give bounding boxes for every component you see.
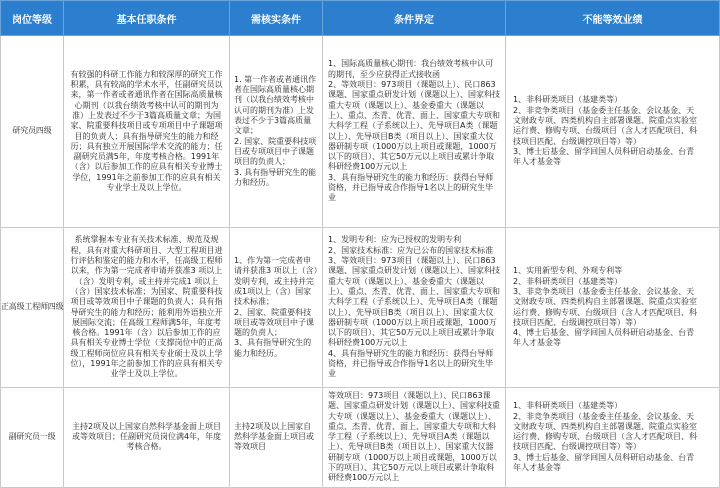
list-item: 2. 国家、院重要科技项目或专项项目中子课题项目的负责人； bbox=[234, 136, 317, 167]
cell-basic-requirements: 主持2项及以上国家自然科学基金面上项目或等效项目；任副研究员岗位满4年，年度考核合格。 bbox=[64, 388, 230, 488]
list-item: 3、具有指导研究生的能力和经历：获得台导师资格，并已指导或合作指导1名以上的研究生毕业 bbox=[328, 172, 494, 203]
cell-basic-requirements: 系统掌握本专业有关技术标准、规范及规程，具有对重大科研项目、大型工程项目进行评估和鉴定的能力和水平，任高级工程师以来，作为第一完成者申请并获准3 项以上（含）发明专利，或主持并完成1 项以上（含）国家技术标准；为国家、院重要科技项目或等效项目中子课题的负责人；具有指导研究生的能力和经历；能利用外语独立开展国际交流；任高级工程师满5年，年度考核合格。1991年（含）以后参加工作的应具有相关专业博士学位（支撑岗位中的正高级工程师岗位应具有相关专业硕士及以上学位），1991年之前参加工作的应具有相关专业学士及以上学位。 bbox=[64, 228, 230, 388]
cell-verify-conditions bbox=[230, 388, 323, 488]
list-item: 1、非科研类项目（基建类等） bbox=[513, 401, 623, 411]
list-item: 1、作为第一完成者申请并获准3 项以上（含）发明专利，或主持并完成1项以上（含）国家技术标准； bbox=[234, 256, 318, 307]
header-row bbox=[1, 1, 720, 36]
list-item: 3、具有指导研究生的能力和经历。 bbox=[234, 338, 312, 358]
list-item: 1、实用新型专利、外观专利等 bbox=[513, 266, 623, 276]
header-position-level: 岗位等级 bbox=[1, 1, 64, 36]
list-item: 2、国家、院重要科技项目或等效项目中子课题的负责人； bbox=[234, 307, 314, 338]
header-non-equivalent-achievements: 不能等效业绩 bbox=[506, 1, 720, 36]
list-item: 3、博士后基金、留学回国人员科研启动基金、台青年人才基金等 bbox=[513, 146, 695, 167]
cell-position-level: 副研究员一级 bbox=[1, 388, 64, 488]
list-item: 2、非竞争类项目（基金委主任基金、会议基金、天文财政专项、四类机构自主部署课题、院重点实验室运行费、修购专项、台级项目（含人才匹配项目、科技项目匹配、台级调控项目等）等） bbox=[513, 411, 697, 452]
list-item: 3. 具有指导研究生的能力和经历。 bbox=[234, 167, 317, 187]
table-row bbox=[1, 388, 720, 488]
cell-basic-requirements: 有较强的科研工作能力和较深厚的研究工作积累，具有较高的学术水平，任副研究员以来，第一作者或者通讯作者在国际高质量核心期刊（以我台绩效考核中认可的期刊为准）上发表过不少于3篇高质量文章；为国家、院重要科技项目或专项项目中子课题项目的负责人；具有指导研究生的能力和经历；具有独立开展国际学术交流的能力；任副研究员满5年，年度考核合格。1991年（含）以后参加工作的应具有相关专业博士学位，1991年之前参加工作的应具有相关专业学士及以上学位。 bbox=[64, 36, 230, 228]
list-item: 3、等效项目：973项目（课题以上）、民口863课题、国家重点研发计划（课题以上）、国家科技重大专项（课题以上）、基金委重大（课题以上）、重点、杰青、优青、面上、国家重大专项和大科学工程（子系统以上）、先导项目A类（课题以上）、先导项目B类（项目以上）、国家重大仪器研制专项（1000万以上项目或课题，1000万以下的项目）、其它50万元以上项目或累计争取科研经费100万元以上 bbox=[328, 256, 500, 348]
list-item: 1、发明专利：应为已授权的发明专利 bbox=[328, 235, 462, 245]
header-verify-conditions: 需核实条件 bbox=[230, 1, 323, 36]
list-item: 4、具有指导研究生的能力和经历：获得台导师资格，并已指导或合作指导1名以上的研究生毕业 bbox=[328, 348, 494, 379]
cell-position-level: 研究员四级 bbox=[1, 36, 64, 228]
cell-non-equivalent-achievements bbox=[506, 36, 720, 228]
cell-non-equivalent-achievements bbox=[506, 228, 720, 388]
list-item: 3、非竞争类项目（基金委主任基金、会议基金、天文财政专项、四类机构自主部署课题、院重点实验室运行费、修购专项、台级项目（含人才匹配项目、科技项目匹配、台级调控项目等）等） bbox=[513, 286, 697, 327]
cell-verify-conditions bbox=[230, 228, 323, 388]
list-item: 1、非科研类项目（基建类等） bbox=[513, 95, 623, 105]
list-item: 2、非竞争类项目（基金委主任基金、会议基金、天文财政专项、四类机构自主部署课题、院重点实验室运行费、修购专项、台级项目（含人才匹配项目、科技项目匹配、台级调控项目等）等） bbox=[513, 105, 697, 146]
cell-verify-conditions bbox=[230, 36, 323, 228]
table-row bbox=[1, 228, 720, 388]
table-row bbox=[1, 36, 720, 228]
list-item: 3、博士后基金、留学回国人员科研启动基金、台青年人才基金等 bbox=[513, 452, 695, 473]
cell-position-level: 正高级工程师四级 bbox=[1, 228, 64, 388]
list-item: 2、国家技术标准：应为已公布的国家技术标准 bbox=[328, 245, 494, 255]
list-item: 等效项目：973项目（课题以上）、民口863课题、国家重点研发计划（课题以上）、国家科技重大专项（课题以上）、基金委重大（课题以上）、重点、杰青、优青、面上、国家重大专项和大科学工程（子系统以上）、先导项目A类（课题以上）、先导项目B类（项目以上）、国家重大仪器研制专项（1000万以上项目或课题，1000万以下的项目）、其它50万元以上项目或累计争取科研经费100万元以上 bbox=[328, 391, 500, 483]
cell-condition-definition bbox=[323, 228, 506, 388]
list-item: 主持2项及以上国家自然科学基金面上项目或等效项目 bbox=[234, 421, 314, 452]
header-condition-definition: 条件界定 bbox=[323, 1, 506, 36]
cell-non-equivalent-achievements bbox=[506, 388, 720, 488]
list-item: 4、博士后基金、留学回国人员科研启动基金、台青年人才基金等 bbox=[513, 328, 695, 348]
list-item: 2、非科研类项目（基建类等） bbox=[513, 276, 623, 286]
header-basic-requirements: 基本任职条件 bbox=[64, 1, 230, 36]
cell-condition-definition bbox=[323, 388, 506, 488]
list-item: 1. 第一作者或者通讯作者在国际高质量核心期刊（以我台绩效考核中认可的期刊为准）上发表过不少于3篇高质量文章； bbox=[234, 74, 317, 136]
cell-condition-definition bbox=[323, 36, 506, 228]
list-item: 2、等效项目：973项目（课题以上）、民口863课题、国家重点研发计划（课题以上）、国家科技重大专项（课题以上）、基金委重大（课题以上）、重点、杰青、优青、面上、国家重大专项和大科学工程（子系统以上）、先导项目A类（课题以上）、先导项目B类（项目以上）、国家重大仪器研制专项（1000万以上项目或课题，1000万以下的项目）、其它50万元以上项目或累计争取科研经费100万元以上 bbox=[328, 80, 500, 172]
list-item: 1、国际高质量核心期刊：我台绩效考核中认可的期刊，至少应获得正式接收函 bbox=[328, 59, 494, 79]
